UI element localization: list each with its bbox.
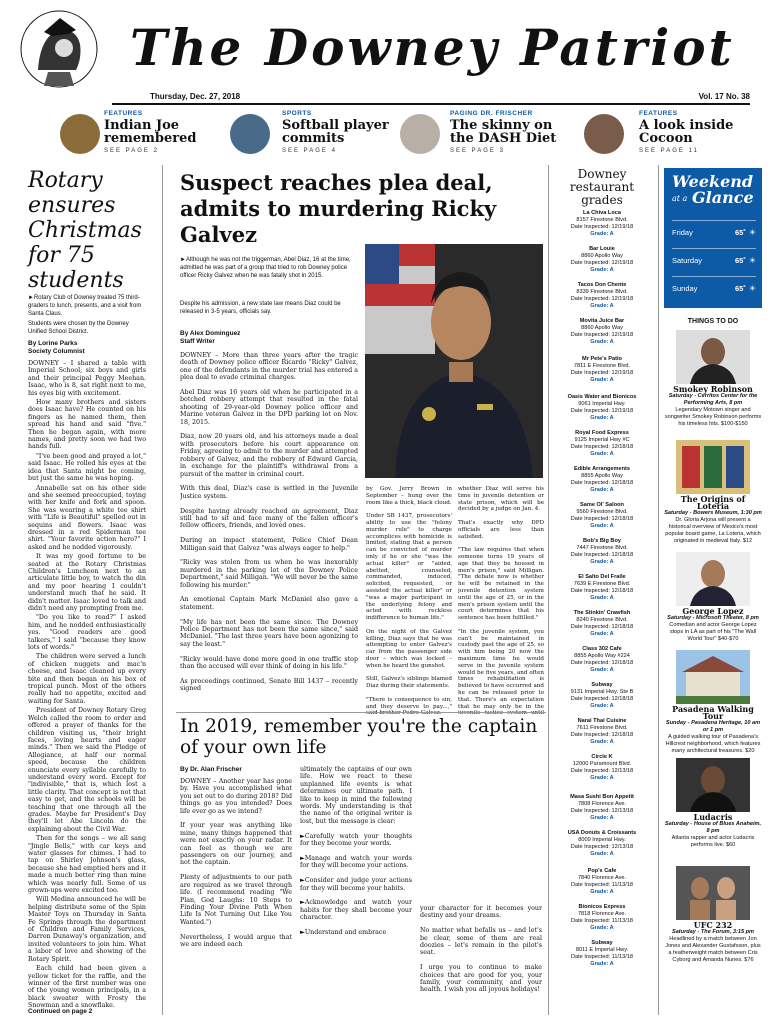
grade-entry-grade: Grade: A <box>590 231 614 237</box>
event-listing <box>664 922 762 964</box>
event-title: Pasadena Walking Tour <box>672 704 754 721</box>
teaser-dash-diet[interactable] <box>400 110 560 156</box>
ludacris-photo <box>676 758 750 812</box>
grade-entry-addr: 8009 Imperial Hwy. <box>578 837 626 843</box>
grade-entry-addr: 7611 Firestone Blvd. <box>576 725 628 731</box>
grade-entry-name: Masa Sushi Bon Appetit <box>570 794 634 800</box>
masthead-rule <box>112 103 750 105</box>
grade-entry-addr: 7818 Florence Ave. <box>577 911 627 917</box>
grade-entry-name: Bionicos Express <box>578 904 626 910</box>
weather-day-row <box>672 276 756 300</box>
grade-entry-grade: Grade: A <box>590 487 614 493</box>
grade-entry-date: Date Inspected: 12/18/18 <box>570 516 634 522</box>
grade-entry-date: Date Inspected: 12/19/18 <box>570 224 634 230</box>
event-title: Ludacris <box>693 812 733 822</box>
weather-day-name: Sunday <box>672 284 698 293</box>
rotary-paragraph: Then for the songs – we all sang "Jingle Bells," with car keys and water glasses for chimes. I had to tap on Shirley Johnson's glass, because she had emptied hers and it made a much better ring than mine which was nearly full. Some of us grown-ups were excited too. <box>28 835 146 895</box>
event-desc: Legendary Motown singer and songwriter Smokey Robinson performs his timeless hits. $100-$150 <box>664 407 762 427</box>
column-divider <box>548 165 549 1015</box>
teaser-headline: Softball player commits <box>282 118 389 146</box>
grade-entry-date: Date Inspected: 11/13/18 <box>570 918 634 924</box>
weekend-title-glance: Glance <box>692 188 754 207</box>
pasadena-tour-photo <box>676 650 750 704</box>
teaser-softball[interactable] <box>230 110 389 156</box>
grade-entry-addr: 7811 E Firestone Blvd. <box>573 363 631 369</box>
grade-entry <box>552 830 652 858</box>
george-lopez-photo <box>676 552 750 606</box>
grade-entry-date: Date Inspected: 12/18/18 <box>570 588 634 594</box>
grade-entry-name: Oasis Water and Bionicos <box>567 394 637 400</box>
event-listing <box>664 706 762 755</box>
rotary-paragraph: Annabelle sat on his other side and she seemed preoccupied, toying with her knife and fork and spoon. She was wearing a white tee shirt with "Life is Beautiful" spelled out in sequins and flowers. Isaac was dressed in a red Spiderman tee shirt. "Your favorite action hero?" I asked and he nodded vigorously. <box>28 484 146 551</box>
event-sub: Saturday - The Forum, 3:15 pm <box>671 929 755 935</box>
event-title: The Origins of Loteria <box>680 494 746 511</box>
rotary-paragraph: The children were served a lunch of chicken nuggets and mac'n cheese, and Isaac cleaned up every bite and then began on his box of tropical punch. Most of the others really had no appetite, excited and waiting for Santa. <box>28 653 146 705</box>
grade-entry-date: Date Inspected: 12/19/18 <box>570 408 634 414</box>
event-title: Smokey Robinson <box>673 384 753 394</box>
grade-entry <box>552 538 652 566</box>
rotary-paragraph: It was my good fortune to be seated at the Rotary Christmas Children's Luncheon next to an articulate little boy, to watch the din and my poor hearing I couldn't understand much that he said. It didn't matter. Isaac loved to talk and didn't need any prompting from me. <box>28 553 146 612</box>
grade-entry-addr: 9131 Imperial Hwy. Ste B <box>570 689 634 695</box>
grade-entry-name: Bob's Big Boy <box>582 538 621 544</box>
editorial-column-3 <box>420 905 542 1015</box>
officer-photo <box>365 244 543 478</box>
grade-entry-addr: 8855 Apollo Way <box>581 473 623 479</box>
grade-entry-name: Same Ol' Saloon <box>580 502 624 508</box>
teaser-page: SEE PAGE 4 <box>282 148 337 154</box>
weather-day-forecast <box>735 228 756 237</box>
main-deck-2: Despite his admission, a new state law means Diaz could be released in 3-5 years, officials say. <box>180 301 341 315</box>
rotary-paragraph: Each child had been given a yellow ticket for the raffle, and the winner of the first number was one of the young women principals, in a black sweater with Frosty the Snowman and a snowflake. <box>28 965 146 1008</box>
grade-entry-addr: 7447 Firestone Blvd. <box>576 545 628 551</box>
main-column-text: DOWNEY – More than three years after the tragic death of Downey police officer Ricardo "Ricky" Galvez, one of the defendants in the murder trial has entered a plea deal to evade criminal charges. Abel Diaz was 16 years old when he participated in a botched robbery attempt that resulted in the fatal shooting of 29-year-old Downey police officer and Marine veteran Galvez in the DPD parking lot on Nov. 18, 2015. Diaz, now 20 years old, and his attorneys made a deal with prosecutors before his court appearance on Friday, agreeing to admit to the murder and attempted robbery of Galvez, and the robbery of Edward Garcia, in exchange for the plaintiff's withdrawal from a pursuit of the matter in criminal court. With this deal, Diaz's case is settled in the Juvenile Justice system. Despite having already reached an agreement, Diaz still had to sit and face many of the fallen officer's fellow officers, friends, and loved ones. During an impact statement, Police Chief Dean Milligan said that Galvez "was always eager to help." "Ricky was stolen from us when he was inexorably murdered in the parking lot of the Downey Police Department," said Milligan. "We will never be the same following his murder." An emotional Captain Mark McDaniel also gave a statement. "My life has not been the same since. The Downey Police Department has not been the same since," said McDaniel. "The last three years have been agonizing to say the least." "Ricky would have done more good in one traffic stop than the accused will ever think of doing in his life." As proceedings continued, Senate Bill 1437 – recently signed <box>180 352 358 693</box>
editorial-column-text: ultimately the captains of our own life. How we react to these unplanned life events is what determines our ultimate path. I like to keep in mind the following words. My understanding is that the name of the original writer is lost, but the message is clear: ►Carefully watch your thoughts for they become your words. ►Manage and watch your words for they will become your actions. ►Consider and judge your actions for they will become your habits. ►Acknowledge and watch your habits for they shall become your character. ►Understand and embrace <box>300 766 412 936</box>
grade-entry-grade: Grade: A <box>590 377 614 383</box>
main-byline-role: Staff Writer <box>180 338 215 345</box>
smokey-robinson-photo <box>676 330 750 384</box>
grade-entry <box>552 940 652 968</box>
weekend-panel <box>664 168 762 308</box>
grade-entry <box>552 868 652 896</box>
editorial-column-text: DOWNEY – Another year has gone by. Have you accomplished what you set out to do during 2018? Did things go as you intended? Does life ever go as we intend? If your year was anything like mine, many things happened that were not exactly on your radar. It can feel as though we are passengers on our journey, and not the captain. Plenty of adjustments to our path are required as we travel through life. (I recommend reading "We Plan, God Laughs: 10 Steps to Finding Your Divine Path When Life Is Not Turning Out Like You Wanted.") Nevertheless, I would argue that we are indeed each <box>180 778 292 948</box>
weather-temp: 65˚ <box>734 228 746 237</box>
grade-entry-date: Date Inspected: 12/13/18 <box>570 768 634 774</box>
event-title: UFC 232 <box>693 920 733 930</box>
grade-entry-name: Circle K <box>591 754 613 760</box>
main-column-3 <box>458 486 544 714</box>
event-desc: Dr. Gloria Arjona will present a historical overview of Mexico's most popular board game, La Loteria, which originated in medieval Italy. $12 <box>665 517 761 544</box>
event-title: George Lopez <box>682 606 744 616</box>
grade-entry <box>552 466 652 494</box>
grade-entry-name: La Chiva Loca <box>583 210 621 216</box>
grade-entry-date: Date Inspected: 12/18/18 <box>570 624 634 630</box>
teaser-thumbnail <box>400 114 440 154</box>
grade-entry-grade: Grade: A <box>590 889 614 895</box>
teaser-kicker: PAGING DR. FRISCHER <box>450 110 533 117</box>
event-sub: Saturday - Cerritos Center for the Performing Arts, 8 pm <box>668 393 758 406</box>
weather-day-forecast <box>735 256 756 265</box>
grade-entry <box>552 718 652 746</box>
event-sub: Saturday - Microsoft Theater, 8 pm <box>667 615 759 621</box>
weather-temp: 65˚ <box>734 284 746 293</box>
grade-entry-grade: Grade: A <box>590 451 614 457</box>
event-desc: Atlanta rapper and actor Ludacris performs live. $60 <box>671 835 755 848</box>
grade-entry-grade: Grade: A <box>590 267 614 273</box>
grade-entry-name: Narai Thai Cuisine <box>577 718 627 724</box>
teaser-page: SEE PAGE 11 <box>639 148 699 154</box>
sun-icon: ☀ <box>748 284 756 293</box>
event-sub: Sunday - Pasadena Heritage, 10 am or 1 pm <box>665 720 761 733</box>
teaser-thumbnail <box>230 114 270 154</box>
weekend-title-at: at a <box>672 194 688 203</box>
grade-entry-addr: 8240 Firestone Blvd. <box>576 617 628 623</box>
grade-entry-date: Date Inspected: 12/19/18 <box>570 260 634 266</box>
grade-entry-grade: Grade: A <box>590 775 614 781</box>
teaser-headline: A look inside Cocoon <box>639 118 734 146</box>
grade-entry-addr: 8157 Firestone Blvd. <box>576 217 628 223</box>
grade-entry-addr: 7639 E Firestone Blvd. <box>573 581 631 587</box>
rotary-paragraph: DOWNEY – I shared a table with Imperial School, six boys and girls and their principal Peggy Meehan. Isaac, who is 8, sat right next to me, his eyes big with excitement. <box>28 360 146 397</box>
event-sub: Saturday - House of Blues Anaheim, 8 pm <box>664 821 762 834</box>
grade-entry-date: Date Inspected: 11/13/18 <box>570 882 634 888</box>
grade-entry <box>552 210 652 238</box>
event-sub: Saturday - Bowers Museum, 1:30 pm <box>664 510 762 516</box>
rotary-paragraph: Will Medina announced he will be helping distribute some of the Spin Master Toys on Thursday in Santa Fe Springs through the department of Children and Family Services, Darren Dunaway's organization, and invited volunteers to join him. What a labor of love and showing of the Rotary Spirit. <box>28 896 146 963</box>
grade-entry <box>552 574 652 602</box>
grade-entry-date: Date Inspected: 12/19/18 <box>570 332 634 338</box>
grade-entry-name: Subway <box>591 940 613 946</box>
main-column-1 <box>180 352 358 714</box>
event-desc: A guided walking tour of Pasadena's Hillcrest neighborhood, which features many architectural treasures. $20 <box>665 734 761 754</box>
grade-entry-name: Tacos Don Chente <box>577 282 627 288</box>
grade-entry-date: Date Inspected: 11/13/18 <box>570 954 634 960</box>
main-headline: Suspect reaches plea deal, admits to murdering Ricky Galvez <box>180 170 497 247</box>
weather-day-name: Friday <box>672 228 693 237</box>
grade-entry-date: Date Inspected: 12/19/18 <box>570 296 634 302</box>
issue-date: Thursday, Dec. 27, 2018 <box>150 92 241 101</box>
grade-entry <box>552 646 652 674</box>
grade-entry <box>552 610 652 638</box>
grade-entry-addr: 8860 Apollo Way <box>581 253 623 259</box>
grade-entry-name: Bar Louie <box>589 246 615 252</box>
event-listing <box>664 814 762 849</box>
editorial-column-2 <box>300 766 412 1014</box>
teaser-kicker: FEATURES <box>639 110 678 117</box>
grade-entry-date: Date Inspected: 12/13/18 <box>570 844 634 850</box>
teaser-page: SEE PAGE 2 <box>104 148 159 154</box>
grade-entry-grade: Grade: A <box>590 739 614 745</box>
grade-entry <box>552 430 652 458</box>
grade-entry-grade: Grade: A <box>590 415 614 421</box>
event-desc: Headlined by a match between Jon Jones and Alexander Gustafsson, plus a featherweight match between Cris Cyborg and Amanda Nunes. $76 <box>665 936 761 963</box>
rotary-byline: By Lorine Parks <box>28 340 78 347</box>
grades-title: Downey restaurant grades <box>569 167 635 207</box>
section-divider <box>176 712 546 713</box>
grade-entry-addr: 9560 Firestone Blvd. <box>576 509 628 515</box>
grade-entry <box>552 904 652 932</box>
teaser-kicker: SPORTS <box>282 110 312 117</box>
main-column-text: whether Diaz will serve his time in juvenile detention or state prison, which will be decided by a judge on Jan. 4. That's exactly why DPD officials are less than satisfied. "The law requires that when someone turns 19 years of age that they be housed in men's prison," said Milligan. "The debate now is whether he will be retained in the juvenile detention system until the age of 25, or in the men's prison system until the court determines that his sentence has been fulfilled." "In the juvenile system, you can't be maintained in custody past the age of 25, so with him being 20 now the maximum time he would serve in the juvenile system would be five years, and often times rehabilitation is believed to have occurred and he can be released prior to that. There's an expectation that he may only be in the <box>458 486 544 710</box>
grade-entry-name: Mr Pete's Patio <box>582 356 622 362</box>
grade-entry-addr: 8855 Apollo Way #224 <box>574 653 630 659</box>
teaser-thumbnail <box>60 114 100 154</box>
weather-day-forecast <box>735 284 756 293</box>
main-deck: ►Although he was not the triggerman, Abel Diaz, 16 at the time, admitted he was part of a group that tried to rob Downey police officer Ricky Galvez when he was fatally shot in 2015. <box>180 257 351 279</box>
grade-entry <box>552 318 652 346</box>
teaser-page: SEE PAGE 3 <box>450 148 505 154</box>
grade-entry-grade: Grade: A <box>590 815 614 821</box>
grade-entry-grade: Grade: A <box>590 523 614 529</box>
column-divider <box>658 165 659 1015</box>
grade-entry-grade: Grade: A <box>590 667 614 673</box>
grade-entry-date: Date Inspected: 12/18/18 <box>570 444 634 450</box>
teaser-indian-joe[interactable] <box>60 110 210 156</box>
grade-entry-addr: 12000 Paramount Blvd. <box>572 761 632 767</box>
grade-entry-name: USA Donuts & Croissants <box>567 830 637 836</box>
rotary-headline: Rotary ensures Christmas for 75 students <box>28 168 142 293</box>
grade-entry-grade: Grade: A <box>590 595 614 601</box>
grade-entry-grade: Grade: A <box>590 851 614 857</box>
weekend-title: Weekend <box>672 172 754 191</box>
grade-entry-addr: 7840 Florence Ave. <box>577 875 627 881</box>
grade-entry-name: Pop's Cafe <box>587 868 617 874</box>
grade-entry-date: Date Inspected: 12/18/18 <box>570 552 634 558</box>
grade-entry-addr: 9061 Imperial Hwy. <box>578 401 626 407</box>
grade-entry-name: Class 302 Cafe <box>582 646 622 652</box>
grade-entry-date: Date Inspected: 12/18/18 <box>570 660 634 666</box>
grade-entry-grade: Grade: A <box>590 631 614 637</box>
grade-entry <box>552 394 652 422</box>
teaser-cocoon[interactable] <box>584 110 754 156</box>
editorial-column-1 <box>180 778 292 1014</box>
grade-entry <box>552 754 652 782</box>
things-to-do-header: THINGS TO DO <box>687 318 739 325</box>
grade-entry-date: Date Inspected: 12/18/18 <box>570 696 634 702</box>
editorial-column-text: your character for it becomes your destiny and your dreams. No matter what befalls us – and let's be clear, some of them are real doozies – let's remain in the pilot's seat. I urge you to continue to make choices that are good for you, your family, your community, and your health. I wish you all joyous holidays! <box>420 905 542 994</box>
rotary-paragraph: "I've been good and prayed a lot," said Isaac. He rolled his eyes at the idea that Santa might be coming, but just the same he was hoping. <box>28 452 146 483</box>
grade-entry-addr: 8339 Firestone Blvd. <box>576 289 628 295</box>
patriot-emblem-logo <box>18 8 100 90</box>
weather-day-row <box>672 248 756 272</box>
teaser-kicker: FEATURES <box>104 110 143 117</box>
weather-day-row <box>672 220 756 244</box>
grade-entry-name: Edible Arrangements <box>573 466 631 472</box>
masthead-title: The Downey Patriot <box>130 18 735 77</box>
grade-entry-addr: 9125 Imperial Hwy #C <box>574 437 630 443</box>
weather-temp: 65˚ <box>734 256 746 265</box>
grade-entry-grade: Grade: A <box>590 559 614 565</box>
grade-entry-name: Subway <box>591 682 613 688</box>
grade-entry-addr: 7808 Florence Ave. <box>577 801 627 807</box>
grade-entry-date: Date Inspected: 12/18/18 <box>570 480 634 486</box>
event-desc: Comedian and actor George Lopez stops in LA as part of his "The Wall World Tour" $40-$70 <box>669 622 757 642</box>
grade-entry <box>552 282 652 310</box>
event-listing <box>664 496 762 545</box>
rotary-paragraph: President of Downey Rotary Greg Welch called the room to order and offered a prayer of thanks for the children visiting us, "their bright faces, loving hearts and eager minds." Then we said the Pledge of Allegiance, at half our normal speed, because the children enunciate every syllable carefully to understand every word. Except for "indivisible," that is, which lost a little clarity. That concept is not that easy to get, and the schools will be teaching that one through all the grades. Maybe for President's Day they'll let Abe Lincoln do the explaining about the Civil War. <box>28 707 146 833</box>
grade-entry-name: Movita Juice Bar <box>579 318 625 324</box>
main-byline: By Alex Dominguez <box>180 330 241 337</box>
rotary-paragraph: How many brothers and sisters does Isaac have? He counted on his fingers as he named them, then spread his hand and said "five." Then he began again, with more names, and pretty soon we had two hands full. <box>28 399 146 451</box>
column-divider <box>162 165 163 1015</box>
grade-entry <box>552 682 652 710</box>
grade-entry-grade: Grade: A <box>590 925 614 931</box>
grade-entry-date: Date Inspected: 12/19/18 <box>570 370 634 376</box>
grade-entry-grade: Grade: A <box>590 961 614 967</box>
grade-entry-name: El Salto Del Fraile <box>578 574 626 580</box>
teaser-headline: The skinny on the DASH Diet <box>450 118 557 146</box>
editorial-headline: In 2019, remember you're the captain of your own life <box>180 716 538 758</box>
rotary-paragraph: "Do you like to read?" I asked him, and he nodded enthusiastically yes. "Good readers are good talkers," I said "because they know lots of words." <box>28 614 146 652</box>
rotary-byline-role: Society Columnist <box>28 348 85 355</box>
grade-entry-grade: Grade: A <box>590 303 614 309</box>
grade-entry-name: The Stinkin' Crawfish <box>573 610 631 616</box>
ufc-photo <box>676 866 750 920</box>
grade-entry-name: Royal Food Express <box>575 430 629 436</box>
grade-entry <box>552 794 652 822</box>
rotary-continued-link[interactable]: Continued on page 2 <box>28 1008 93 1015</box>
grade-entry-addr: 8011 E Imperial Hwy. <box>575 947 629 953</box>
teaser-headline: Indian Joe remembered <box>104 118 197 146</box>
weather-day-name: Saturday <box>672 256 703 265</box>
main-column-text: by Gov. Jerry Brown in September – hung over the room like a thick, black cloud. Under SB 1437, prosecutors' ability to use the "felony murder rule" to charge accomplices with homicide is limited, stating that a person can be convicted of murder only if he or she "was the actual killer" or "aided, abetted, counseled, commanded, induced, solicited, requested, or assisted the actual killer" or "was a major participant in the underlying felony and acted with reckless indifference to human life." On the night of the Galvez killing, Diaz says that he was attempting to enter Galvez's car from the passenger side door – which was locked – when he heard the gunshot. Still, Galvez's siblings blamed Diaz during their statements. "There is consequence to sin, and they deserve to pay...," <box>366 486 452 710</box>
rotary-deck: ►Rotary Club of Downey treated 75 third-graders to lunch, presents, and a visit from Santa Claus. <box>28 295 142 317</box>
issue-volume: Vol. 17 No. 38 <box>698 92 750 101</box>
teaser-thumbnail <box>584 114 624 154</box>
grade-entry-date: Date Inspected: 12/13/18 <box>570 808 634 814</box>
sun-icon: ☀ <box>748 256 756 265</box>
main-column-2 <box>366 486 452 714</box>
rotary-deck-2: Students were chosen by the Downey Unified School District. <box>28 321 129 335</box>
event-listing <box>664 608 762 643</box>
sun-icon: ☀ <box>748 228 756 237</box>
event-listing <box>664 386 762 428</box>
grade-entry-addr: 8860 Apollo Way <box>581 325 623 331</box>
editorial-byline: By Dr. Alan Frischer <box>180 766 242 773</box>
grade-entry-grade: Grade: A <box>590 703 614 709</box>
grade-entry-grade: Grade: A <box>590 339 614 345</box>
grade-entry <box>552 246 652 274</box>
grade-entry <box>552 356 652 384</box>
grade-entry-date: Date Inspected: 12/18/18 <box>570 732 634 738</box>
loteria-photo <box>676 440 750 494</box>
rotary-body <box>28 360 146 1008</box>
grade-entry <box>552 502 652 530</box>
